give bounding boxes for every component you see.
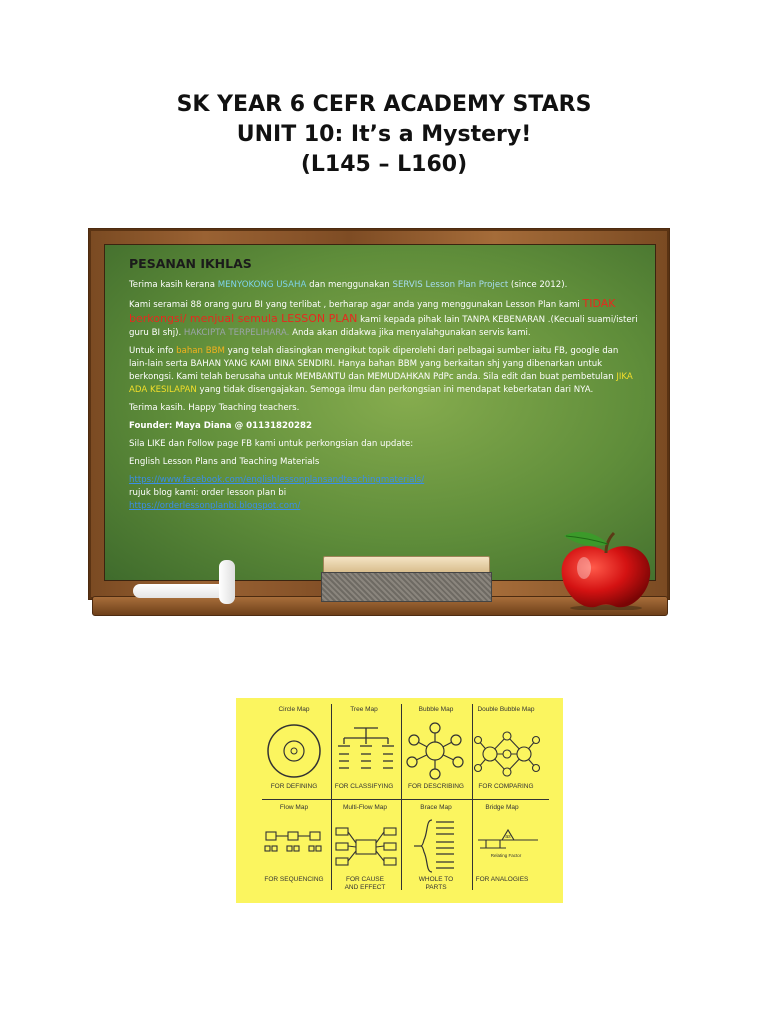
message-paragraph-6: Sila LIKE dan Follow page FB kami untuk perkongsian dan update: (129, 439, 414, 449)
text-span: Kami seramai 88 orang guru BI yang terlibat , berharap agar anda yang menggunakan Lesson Plan kami (129, 300, 583, 310)
divider (262, 799, 549, 800)
tree-map-title: Tree Map (350, 706, 378, 713)
brace-map-caption: WHOLE TO PARTS (418, 876, 454, 891)
multi-flow-map-caption: FOR CAUSE AND EFFECT (344, 876, 386, 891)
highlight-text: SERVIS Lesson Plan Project (392, 280, 509, 290)
message-paragraph-1 (129, 279, 639, 292)
brace-map-title: Brace Map (420, 804, 452, 811)
divider (331, 704, 332, 890)
message-paragraph-4: Terima kasih. Happy Teaching teachers. (129, 403, 300, 413)
eraser-felt (321, 572, 492, 602)
chalk-stick (133, 584, 233, 598)
brace-map-icon (412, 816, 462, 874)
message-paragraph-2 (129, 297, 639, 340)
board-heading: PESANAN IKHLAS (129, 256, 252, 271)
title-line-2: UNIT 10: It’s a Mystery! (236, 122, 532, 147)
tree-map-caption: FOR CLASSIFYING (334, 783, 394, 790)
thinking-maps-chart (236, 698, 563, 903)
bridge-map-caption: FOR ANALOGIES (475, 876, 529, 883)
title-line-1: SK YEAR 6 CEFR ACADEMY STARS (176, 92, 592, 117)
relating-factor-label: Relating Factor (490, 853, 522, 858)
text-span: kami kepada pihak lain TANPA KEBENARAN .(Kecuali suami/isteri guru BI shj). (129, 315, 638, 338)
message-paragraph-7: English Lesson Plans and Teaching Materials (129, 457, 320, 467)
bubble-map-icon (404, 722, 466, 780)
founder-line: Founder: Maya Diana @ 01131820282 (129, 421, 312, 431)
multi-flow-map-icon (334, 824, 398, 870)
double-bubble-map-title: Double Bubble Map (477, 706, 535, 713)
text-span: Terima kasih kerana (129, 280, 218, 290)
chalk-stick-upright (219, 560, 235, 604)
message-paragraph-3 (129, 345, 639, 397)
blog-reference: rujuk blog kami: order lesson plan bi (129, 488, 287, 498)
circle-map-caption: FOR DEFINING (270, 783, 318, 790)
bubble-map-caption: FOR DESCRIBING (408, 783, 464, 790)
warning-text: berkongsi/ menjual semula LESSON PLAN (129, 312, 358, 325)
bridge-as-label: as (505, 834, 511, 840)
flow-map-icon (264, 826, 326, 862)
divider (472, 704, 473, 890)
text-span: Anda akan didakwa jika menyalahgunakan servis kami. (289, 328, 531, 338)
text-span: yang tidak disengajakan. Semoga ilmu dan perkongsian ini mendapat keberkatan dari NYA. (196, 385, 594, 395)
apple-icon (556, 530, 654, 610)
tree-map-icon (336, 724, 396, 774)
title-line-3: (L145 – L160) (300, 152, 468, 177)
text-span: Untuk info (129, 346, 177, 356)
warning-text: TIDAK (582, 297, 616, 310)
text-span: (since 2012). (508, 280, 568, 290)
flow-map-caption: FOR SEQUENCING (264, 876, 324, 883)
bubble-map-title: Bubble Map (418, 706, 454, 713)
highlight-text: JIKA ADA KESILAPAN (129, 372, 633, 395)
highlight-text: MENYOKONG USAHA (217, 280, 307, 290)
circle-map-icon (266, 722, 322, 780)
bridge-map-title: Bridge Map (485, 804, 519, 811)
copyright-text: HAKCIPTA TERPELIHARA. (183, 328, 290, 338)
flow-map-title: Flow Map (279, 804, 309, 811)
blog-link[interactable]: https://orderlessonplanbi.blogspot.com/ (129, 501, 301, 511)
multi-flow-map-title: Multi-Flow Map (342, 804, 388, 811)
highlight-text: bahan BBM (176, 346, 225, 356)
document-title (0, 90, 768, 180)
divider (401, 704, 402, 890)
text-span: dan menggunakan (306, 280, 393, 290)
circle-map-title: Circle Map (278, 706, 310, 713)
double-bubble-map-caption: FOR COMPARING (478, 783, 534, 790)
text-span: yang telah diasingkan mengikut topik diperolehi dari pelbagai sumber iaitu FB, google dan lain-lain serta BAHAN YANG KAMI BINA SENDIRI. Hanya bahan BBM yang berkaitan shj yang dibenarkan untuk berkongsi. Kami telah berusaha untuk MEMBANTU dan MEMUDAHKAN PdPc anda. Sila edit dan buat pembetulan (129, 346, 619, 382)
bridge-map-icon (476, 824, 540, 864)
double-bubble-map-icon (474, 728, 540, 780)
facebook-link[interactable]: https://www.facebook.com/englishlessonplansandteachingmaterials/ (129, 475, 425, 485)
board-message (129, 257, 639, 513)
